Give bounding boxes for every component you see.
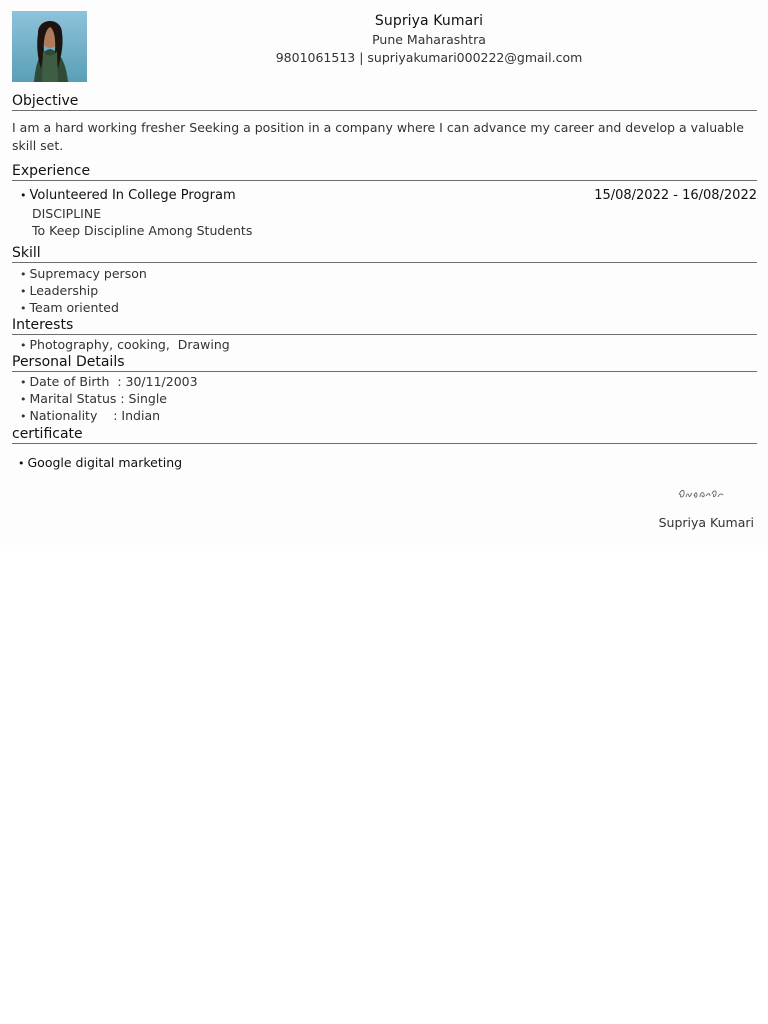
personal-detail-text: Date of Birth : 30/11/2003 [29, 374, 198, 389]
interest-item-text: Photography, cooking, Drawing [29, 337, 230, 352]
bullet-icon: • [20, 376, 27, 389]
skill-item [20, 282, 98, 300]
resume-header [90, 12, 768, 67]
profile-photo [12, 11, 87, 82]
skill-item [20, 265, 147, 283]
objective-heading: Objective [12, 92, 757, 111]
bullet-icon: • [20, 339, 27, 352]
experience-heading: Experience [12, 162, 757, 181]
skill-item [20, 299, 119, 317]
interest-item [20, 336, 230, 354]
bullet-icon: • [20, 302, 27, 315]
experience-dates: 15/08/2022 - 16/08/2022 [594, 188, 757, 203]
bullet-icon: • [20, 410, 27, 423]
skill-item-text: Leadership [29, 283, 99, 298]
signed-name: Supriya Kumari [658, 515, 754, 530]
personal-detail-item [20, 407, 160, 425]
bullet-icon: • [18, 457, 25, 470]
candidate-contact: 9801061513 | supriyakumari000222@gmail.com [275, 50, 583, 65]
certificate-heading: certificate [12, 425, 757, 444]
bullet-icon: • [20, 189, 27, 202]
personal-detail-item [20, 390, 167, 408]
bullet-icon: • [20, 268, 27, 281]
experience-category: DISCIPLINE [32, 206, 102, 221]
candidate-name: Supriya Kumari [374, 13, 484, 29]
skill-item-text: Supremacy person [29, 266, 147, 281]
personal-details-heading: Personal Details [12, 353, 757, 372]
bullet-icon: • [20, 285, 27, 298]
objective-text: I am a hard working fresher Seeking a position in a company where I can advance my career and develop a valuable skill set. [12, 120, 744, 153]
certificate-item [18, 454, 182, 472]
signature-image [676, 485, 726, 507]
experience-role [20, 187, 236, 205]
experience-role-text: Volunteered In College Program [29, 188, 236, 203]
skill-item-text: Team oriented [29, 300, 119, 315]
certificate-item-text: Google digital marketing [27, 455, 183, 470]
personal-detail-item [20, 373, 198, 391]
skill-heading: Skill [12, 244, 757, 263]
personal-detail-text: Nationality : Indian [29, 408, 161, 423]
candidate-location: Pune Maharashtra [372, 32, 486, 47]
personal-detail-text: Marital Status : Single [29, 391, 167, 406]
bullet-icon: • [20, 393, 27, 406]
interests-heading: Interests [12, 316, 757, 335]
experience-description: To Keep Discipline Among Students [32, 223, 253, 238]
